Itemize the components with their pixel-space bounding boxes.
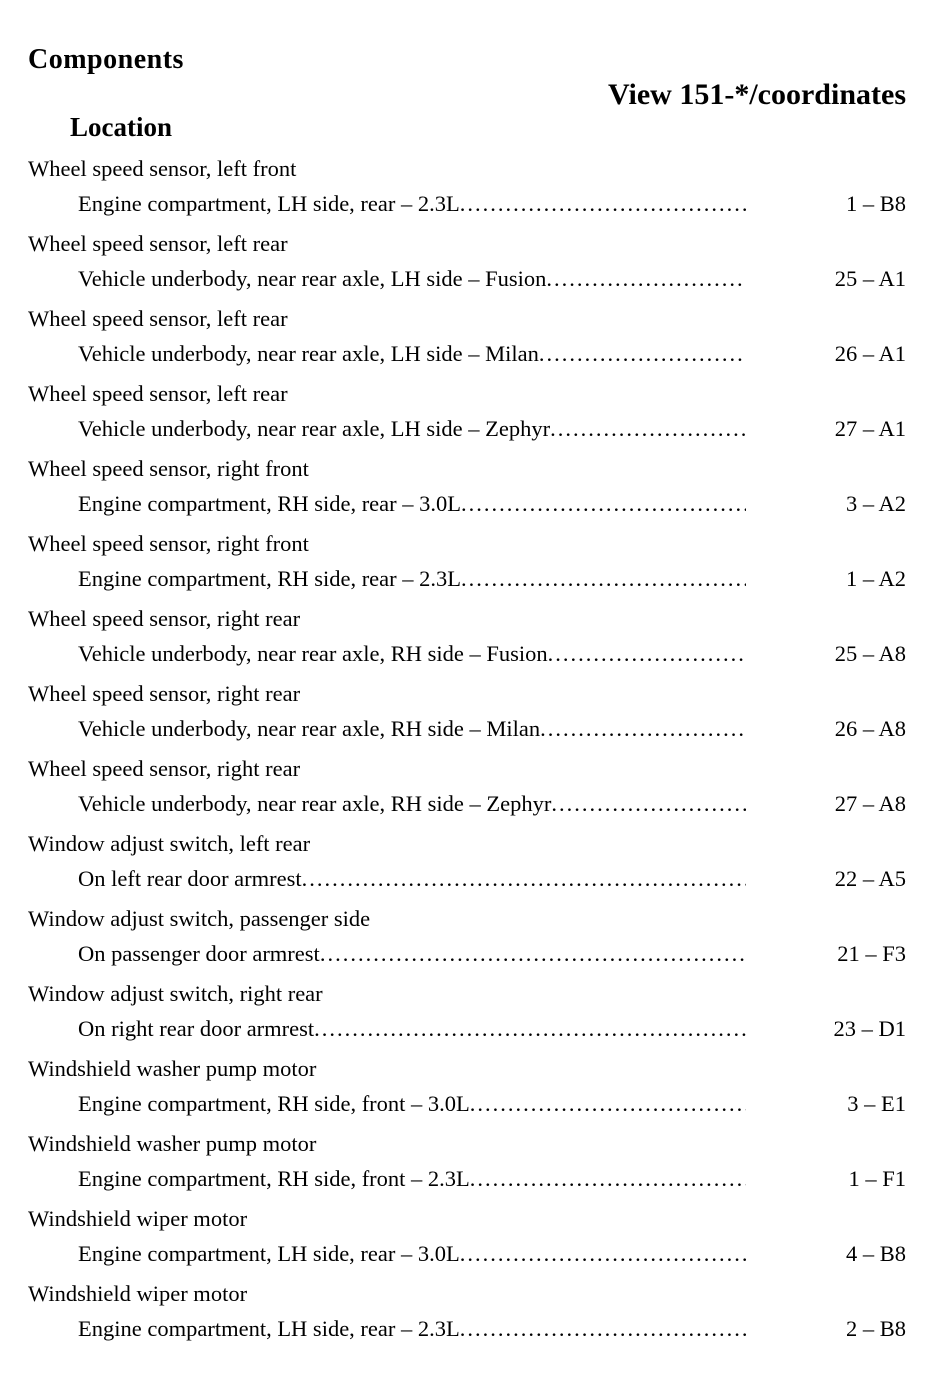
component-location: Vehicle underbody, near rear axle, RH side – Fusion — [78, 640, 548, 666]
component-name: Wheel speed sensor, right rear — [28, 756, 301, 781]
component-entry — [28, 1127, 906, 1196]
component-name: Windshield wiper motor — [28, 1206, 248, 1231]
component-name: Wheel speed sensor, left rear — [28, 381, 288, 406]
component-entry — [28, 377, 906, 446]
component-entry — [28, 902, 906, 971]
component-coordinate: 1 – A2 — [845, 565, 906, 591]
component-name: Windshield washer pump motor — [28, 1056, 317, 1081]
component-location: On right rear door armrest — [78, 1015, 315, 1041]
component-location: Engine compartment, LH side, rear – 2.3L — [78, 1315, 460, 1341]
component-coordinate: 27 – A1 — [834, 415, 906, 441]
dotted-leader — [461, 487, 746, 522]
component-location: Vehicle underbody, near rear axle, RH side – Milan — [78, 715, 541, 741]
component-location-row — [28, 1012, 906, 1047]
component-entry — [28, 152, 906, 221]
component-location-row — [28, 712, 906, 747]
component-location: Vehicle underbody, near rear axle, LH side – Milan — [78, 340, 539, 366]
view-coordinates-heading: View 151-*/coordinates — [607, 78, 906, 111]
dotted-leader — [460, 187, 746, 222]
component-name: Wheel speed sensor, right front — [28, 456, 309, 481]
component-entry — [28, 677, 906, 746]
component-coordinate: 4 – B8 — [845, 1240, 906, 1266]
component-location: Engine compartment, RH side, rear – 3.0L — [78, 490, 462, 516]
component-entry — [28, 1202, 906, 1271]
component-location-row — [28, 1237, 906, 1272]
dotted-leader — [470, 1087, 746, 1122]
location-heading: Location — [70, 112, 173, 142]
component-location: Engine compartment, RH side, front – 2.3L — [78, 1165, 470, 1191]
component-coordinate: 1 – F1 — [848, 1165, 906, 1191]
component-coordinate: 3 – A2 — [845, 490, 906, 516]
dotted-leader — [540, 712, 746, 747]
component-location: Engine compartment, RH side, front – 3.0L — [78, 1090, 470, 1116]
component-name: Window adjust switch, passenger side — [28, 906, 371, 931]
component-coordinate: 22 – A5 — [834, 865, 906, 891]
component-entry — [28, 527, 906, 596]
dotted-leader — [551, 787, 746, 822]
component-coordinate: 23 – D1 — [833, 1015, 906, 1041]
component-name: Windshield wiper motor — [28, 1281, 248, 1306]
component-location-row — [28, 562, 906, 597]
component-location: Vehicle underbody, near rear axle, LH side – Zephyr — [78, 415, 551, 441]
component-name: Wheel speed sensor, right front — [28, 531, 309, 556]
component-location-row — [28, 862, 906, 897]
components-heading: Components — [28, 44, 184, 75]
dotted-leader — [460, 1237, 746, 1272]
component-location-row — [28, 262, 906, 297]
component-coordinate: 25 – A8 — [834, 640, 906, 666]
component-location-row — [28, 487, 906, 522]
component-entry — [28, 302, 906, 371]
component-location: On left rear door armrest — [78, 865, 302, 891]
dotted-leader — [539, 337, 746, 372]
dotted-leader — [470, 1162, 746, 1197]
component-coordinate: 26 – A8 — [834, 715, 906, 741]
component-location-row — [28, 337, 906, 372]
component-entry — [28, 602, 906, 671]
component-entry — [28, 1052, 906, 1121]
component-coordinate: 25 – A1 — [834, 265, 906, 291]
component-location-row — [28, 412, 906, 447]
component-entries-list — [28, 152, 906, 1346]
dotted-leader — [548, 637, 746, 672]
component-location: Engine compartment, RH side, rear – 2.3L — [78, 565, 462, 591]
component-entry — [28, 827, 906, 896]
dotted-leader — [546, 262, 746, 297]
component-coordinate: 26 – A1 — [834, 340, 906, 366]
dotted-leader — [460, 1312, 746, 1347]
dotted-leader — [302, 862, 746, 897]
component-location-row — [28, 187, 906, 222]
dotted-leader — [461, 562, 746, 597]
component-name: Window adjust switch, left rear — [28, 831, 311, 856]
dotted-leader — [320, 937, 746, 972]
component-entry — [28, 977, 906, 1046]
dotted-leader — [550, 412, 746, 447]
component-location-row — [28, 1312, 906, 1347]
component-entry — [28, 452, 906, 521]
component-name: Wheel speed sensor, left front — [28, 156, 297, 181]
component-entry — [28, 227, 906, 296]
component-entry — [28, 1277, 906, 1346]
component-name: Window adjust switch, right rear — [28, 981, 323, 1006]
component-location: Vehicle underbody, near rear axle, RH side – Zephyr — [78, 790, 552, 816]
component-location: Engine compartment, LH side, rear – 3.0L — [78, 1240, 460, 1266]
component-entry — [28, 752, 906, 821]
component-name: Windshield washer pump motor — [28, 1131, 317, 1156]
component-location: Vehicle underbody, near rear axle, LH side – Fusion — [78, 265, 547, 291]
component-location-row — [28, 937, 906, 972]
component-location-row — [28, 1087, 906, 1122]
component-coordinate: 27 – A8 — [834, 790, 906, 816]
component-coordinate: 2 – B8 — [845, 1315, 906, 1341]
component-location-row — [28, 637, 906, 672]
dotted-leader — [314, 1012, 746, 1047]
component-location-row — [28, 787, 906, 822]
component-location-row — [28, 1162, 906, 1197]
component-location: Engine compartment, LH side, rear – 2.3L — [78, 190, 460, 216]
component-name: Wheel speed sensor, right rear — [28, 606, 301, 631]
component-coordinate: 1 – B8 — [845, 190, 906, 216]
component-coordinate: 3 – E1 — [847, 1090, 906, 1116]
component-name: Wheel speed sensor, left rear — [28, 231, 288, 256]
component-location: On passenger door armrest — [78, 940, 320, 966]
component-name: Wheel speed sensor, right rear — [28, 681, 301, 706]
component-coordinate: 21 – F3 — [837, 940, 906, 966]
component-name: Wheel speed sensor, left rear — [28, 306, 288, 331]
